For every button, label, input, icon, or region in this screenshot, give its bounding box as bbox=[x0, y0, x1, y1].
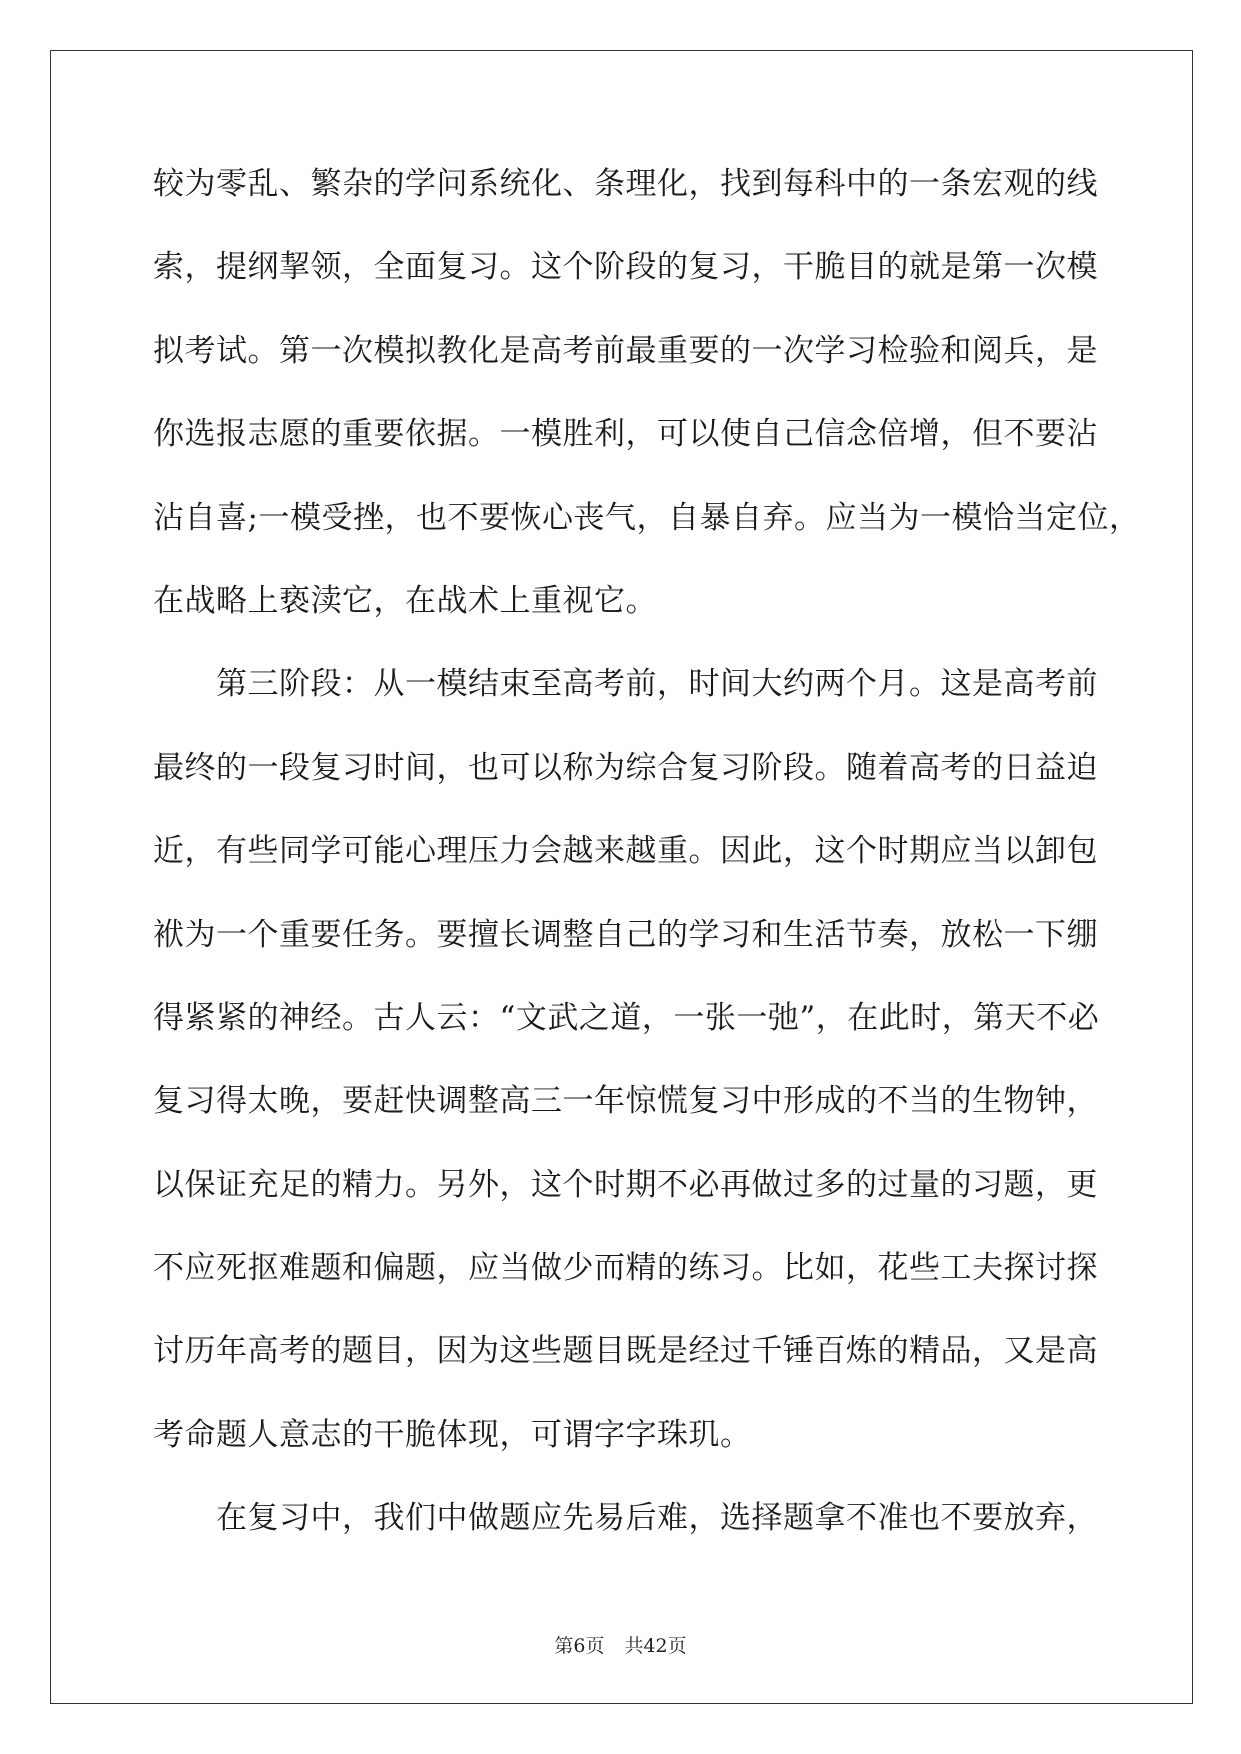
text-line: 较为零乱、繁杂的学问系统化、条理化，找到每科中的一条宏观的线 bbox=[153, 166, 1098, 202]
page-total: 共42页 bbox=[624, 1635, 687, 1657]
text-line: 索，提纲挈领，全面复习。这个阶段的复习，干脆目的就是第一次模 bbox=[153, 249, 1098, 286]
page-number: 第6页 bbox=[554, 1635, 605, 1657]
text-line: 拟考试。第一次模拟教化是高考前最重要的一次学习检验和阅兵，是 bbox=[153, 332, 1098, 369]
page-footer bbox=[0, 1634, 1241, 1658]
text-line: 得紧紧的神经。古人云：“文武之道，一张一弛”，在此时，第天不必 bbox=[153, 999, 1100, 1036]
text-line: 不应死抠难题和偏题，应当做少而精的练习。比如，花些工夫探讨探 bbox=[153, 1250, 1098, 1287]
document-body bbox=[153, 162, 1141, 1580]
text-line: 讨历年高考的题目，因为这些题目既是经过千锤百炼的精品，又是高 bbox=[153, 1333, 1098, 1370]
text-line: 沾自喜;一模受挫，也不要恢心丧气，自暴自弃。应当为一模恰当定位， bbox=[153, 499, 1141, 536]
text-line: 以保证充足的精力。另外，这个时期不必再做过多的过量的习题，更 bbox=[153, 1166, 1098, 1203]
text-line: 近，有些同学可能心理压力会越来越重。因此，这个时期应当以卸包 bbox=[153, 833, 1098, 870]
text-line: 你选报志愿的重要依据。一模胜利，可以使自己信念倍增，但不要沾 bbox=[153, 416, 1098, 453]
text-line: 袱为一个重要任务。要擅长调整自己的学习和生活节奏，放松一下绷 bbox=[153, 916, 1098, 953]
text-line: 第三阶段：从一模结束至高考前，时间大约两个月。这是高考前 bbox=[153, 666, 1098, 703]
text-line: 最终的一段复习时间，也可以称为综合复习阶段。随着高考的日益迫 bbox=[153, 749, 1098, 786]
text-line: 复习得太晚，要赶快调整高三一年惊慌复习中形成的不当的生物钟， bbox=[153, 1083, 1098, 1120]
text-line: 考命题人意志的干脆体现，可谓字字珠玑。 bbox=[153, 1416, 752, 1453]
text-line: 在复习中，我们中做题应先易后难，选择题拿不准也不要放弃， bbox=[153, 1500, 1098, 1537]
text-line: 在战略上亵渎它，在战术上重视它。 bbox=[153, 582, 657, 619]
